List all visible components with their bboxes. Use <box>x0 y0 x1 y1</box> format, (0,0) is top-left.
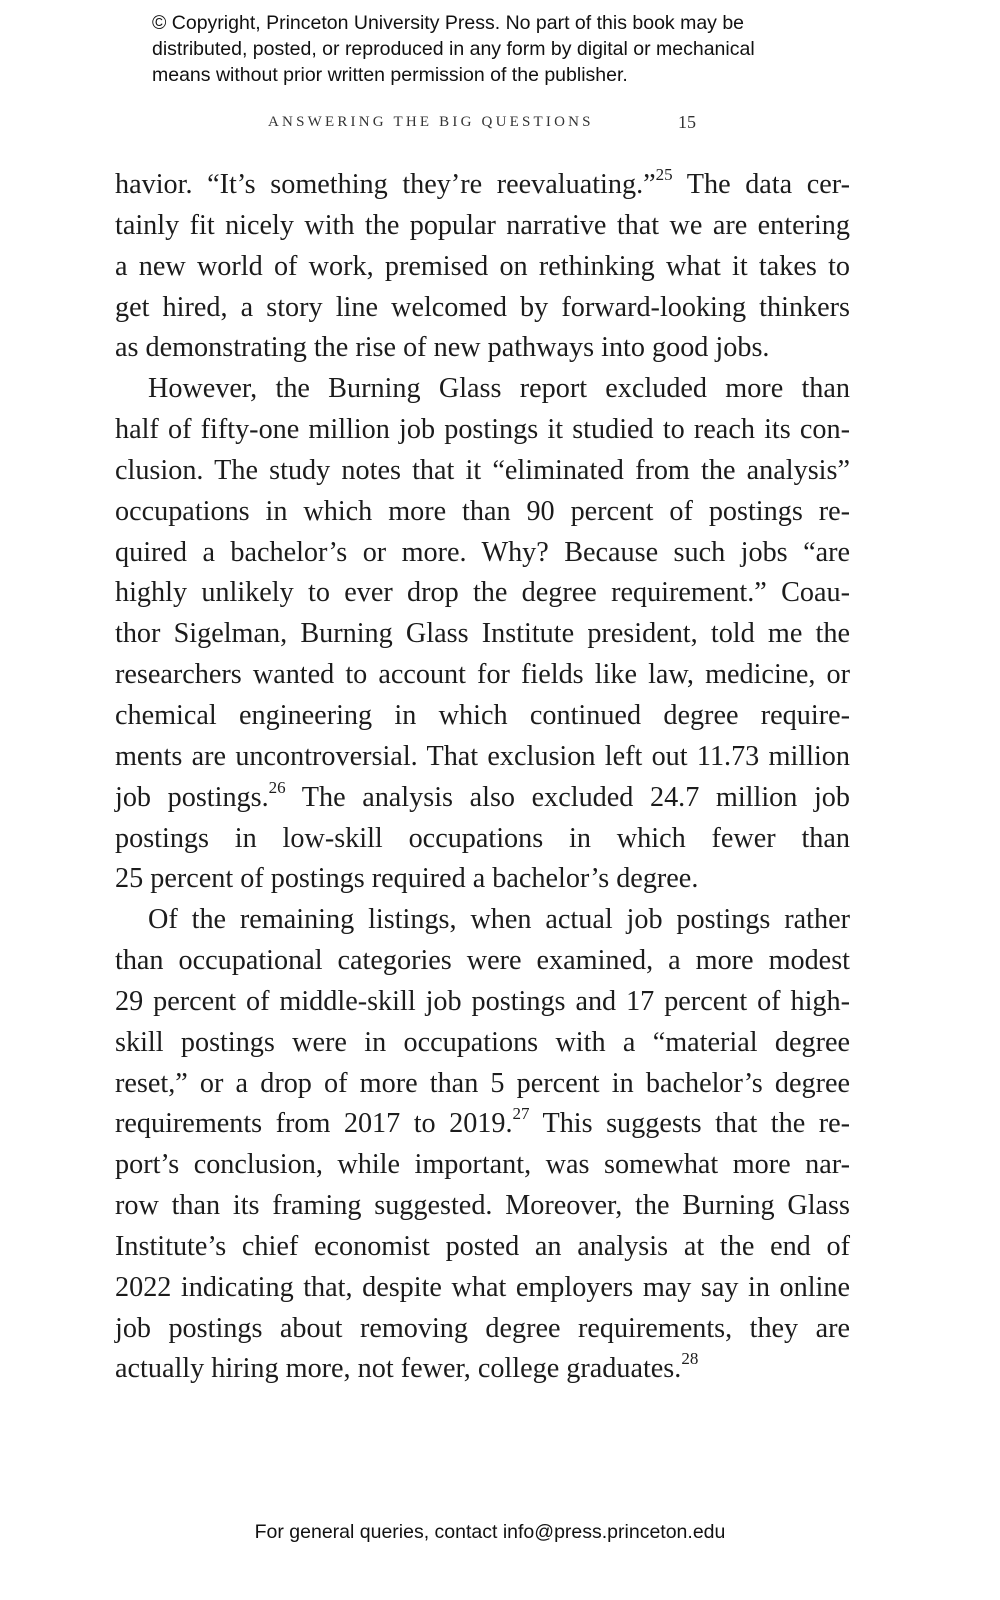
footnote-marker[interactable]: 27 <box>512 1104 530 1124</box>
line-text: 29 percent of middle-skill job postings and 17 percent of high- <box>115 985 850 1017</box>
line-text: get hired, a story line welcomed by forward-looking thinkers <box>115 291 850 323</box>
line-text: thor Sigelman, Burning Glass Institute president, told me the <box>115 618 850 650</box>
text-line <box>115 165 850 206</box>
footer-contact: For general queries, contact info@press.princeton.edu <box>254 1521 726 1543</box>
line-text: postings in low-skill occupations in which fewer than <box>115 822 850 854</box>
line-text: quired a bachelor’s or more. Why? Because such jobs “are <box>115 536 850 568</box>
text-line <box>115 328 850 369</box>
text-line <box>115 1023 850 1064</box>
line-text: than occupational categories were examined, a more modest <box>115 945 850 977</box>
text-line <box>115 819 850 860</box>
line-text: requirements from 2017 to 2019. <box>115 1108 513 1140</box>
text-line <box>115 1349 850 1390</box>
line-text: chemical engineering in which continued degree require- <box>115 699 850 731</box>
footnote-marker[interactable]: 25 <box>655 165 673 184</box>
text-line <box>115 573 850 614</box>
line-text: tainly fit nicely with the popular narrative that we are entering <box>115 209 850 241</box>
line-text: skill postings were in occupations with a “material degree <box>115 1026 850 1058</box>
line-text: This suggests that the re- <box>529 1108 850 1140</box>
line-text: 25 percent of postings required a bachelor’s degree. <box>115 863 699 895</box>
page-number: 15 <box>678 112 696 132</box>
line-text: Institute’s chief economist posted an analysis at the end of <box>115 1230 850 1262</box>
text-line <box>115 1186 850 1227</box>
text-line <box>115 859 850 900</box>
line-text: job postings about removing degree requirements, they are <box>115 1312 850 1344</box>
text-line <box>115 737 850 778</box>
text-line <box>115 655 850 696</box>
text-line <box>115 1104 850 1145</box>
line-text: as demonstrating the rise of new pathways into good jobs. <box>115 332 770 364</box>
text-line <box>115 1064 850 1105</box>
text-line <box>115 1309 850 1350</box>
text-line <box>115 1227 850 1268</box>
line-text: reset,” or a drop of more than 5 percent in bachelor’s degree <box>115 1067 850 1099</box>
text-line <box>115 288 850 329</box>
line-text: The analysis also excluded 24.7 million job <box>285 781 850 813</box>
footnote-marker[interactable]: 26 <box>268 777 286 797</box>
line-text: highly unlikely to ever drop the degree requirement.” Coau- <box>115 577 850 609</box>
text-line <box>115 614 850 655</box>
copyright-line: © Copyright, Princeton University Press. No part of this book may be <box>152 12 745 34</box>
text-line <box>115 247 850 288</box>
line-text: port’s conclusion, while important, was somewhat more nar- <box>115 1149 850 1181</box>
copyright-line: distributed, posted, or reproduced in any form by digital or mechanical <box>152 38 755 60</box>
line-text: However, the Burning Glass report excluded more than <box>148 373 850 405</box>
text-line <box>115 206 850 247</box>
line-text: job postings. <box>115 781 269 813</box>
text-line <box>115 1268 850 1309</box>
line-text: researchers wanted to account for fields like law, medicine, or <box>115 659 850 691</box>
line-text: ments are uncontroversial. That exclusion left out 11.73 million <box>115 740 850 772</box>
line-text: havior. “It’s something they’re reevaluating.” <box>115 169 656 200</box>
text-line <box>115 533 850 574</box>
text-line <box>115 941 850 982</box>
copyright-notice <box>152 10 755 88</box>
line-text: row than its framing suggested. Moreover, the Burning Glass <box>115 1190 850 1222</box>
text-line <box>115 1145 850 1186</box>
running-head: ANSWERING THE BIG QUESTIONS <box>268 114 594 130</box>
text-line <box>115 369 850 410</box>
line-text: a new world of work, premised on rethinking what it takes to <box>115 250 850 282</box>
text-line <box>115 982 850 1023</box>
body-text <box>115 165 850 1390</box>
copyright-line: means without prior written permission of the publisher. <box>152 64 628 86</box>
text-line <box>115 492 850 533</box>
text-line <box>115 778 850 819</box>
line-text: 2022 indicating that, despite what employers may say in online <box>115 1271 850 1303</box>
text-line <box>115 451 850 492</box>
line-text: half of fifty-one million job postings it studied to reach its con- <box>115 414 850 446</box>
line-text: Of the remaining listings, when actual job postings rather <box>148 904 850 936</box>
text-line <box>115 900 850 941</box>
footnote-marker[interactable]: 28 <box>681 1349 699 1369</box>
line-text: actually hiring more, not fewer, college graduates. <box>115 1353 682 1385</box>
line-text: clusion. The study notes that it “eliminated from the analysis” <box>115 454 850 486</box>
line-text: occupations in which more than 90 percent of postings re- <box>115 495 850 527</box>
line-text: The data cer- <box>672 169 850 200</box>
text-line <box>115 696 850 737</box>
text-line <box>115 410 850 451</box>
